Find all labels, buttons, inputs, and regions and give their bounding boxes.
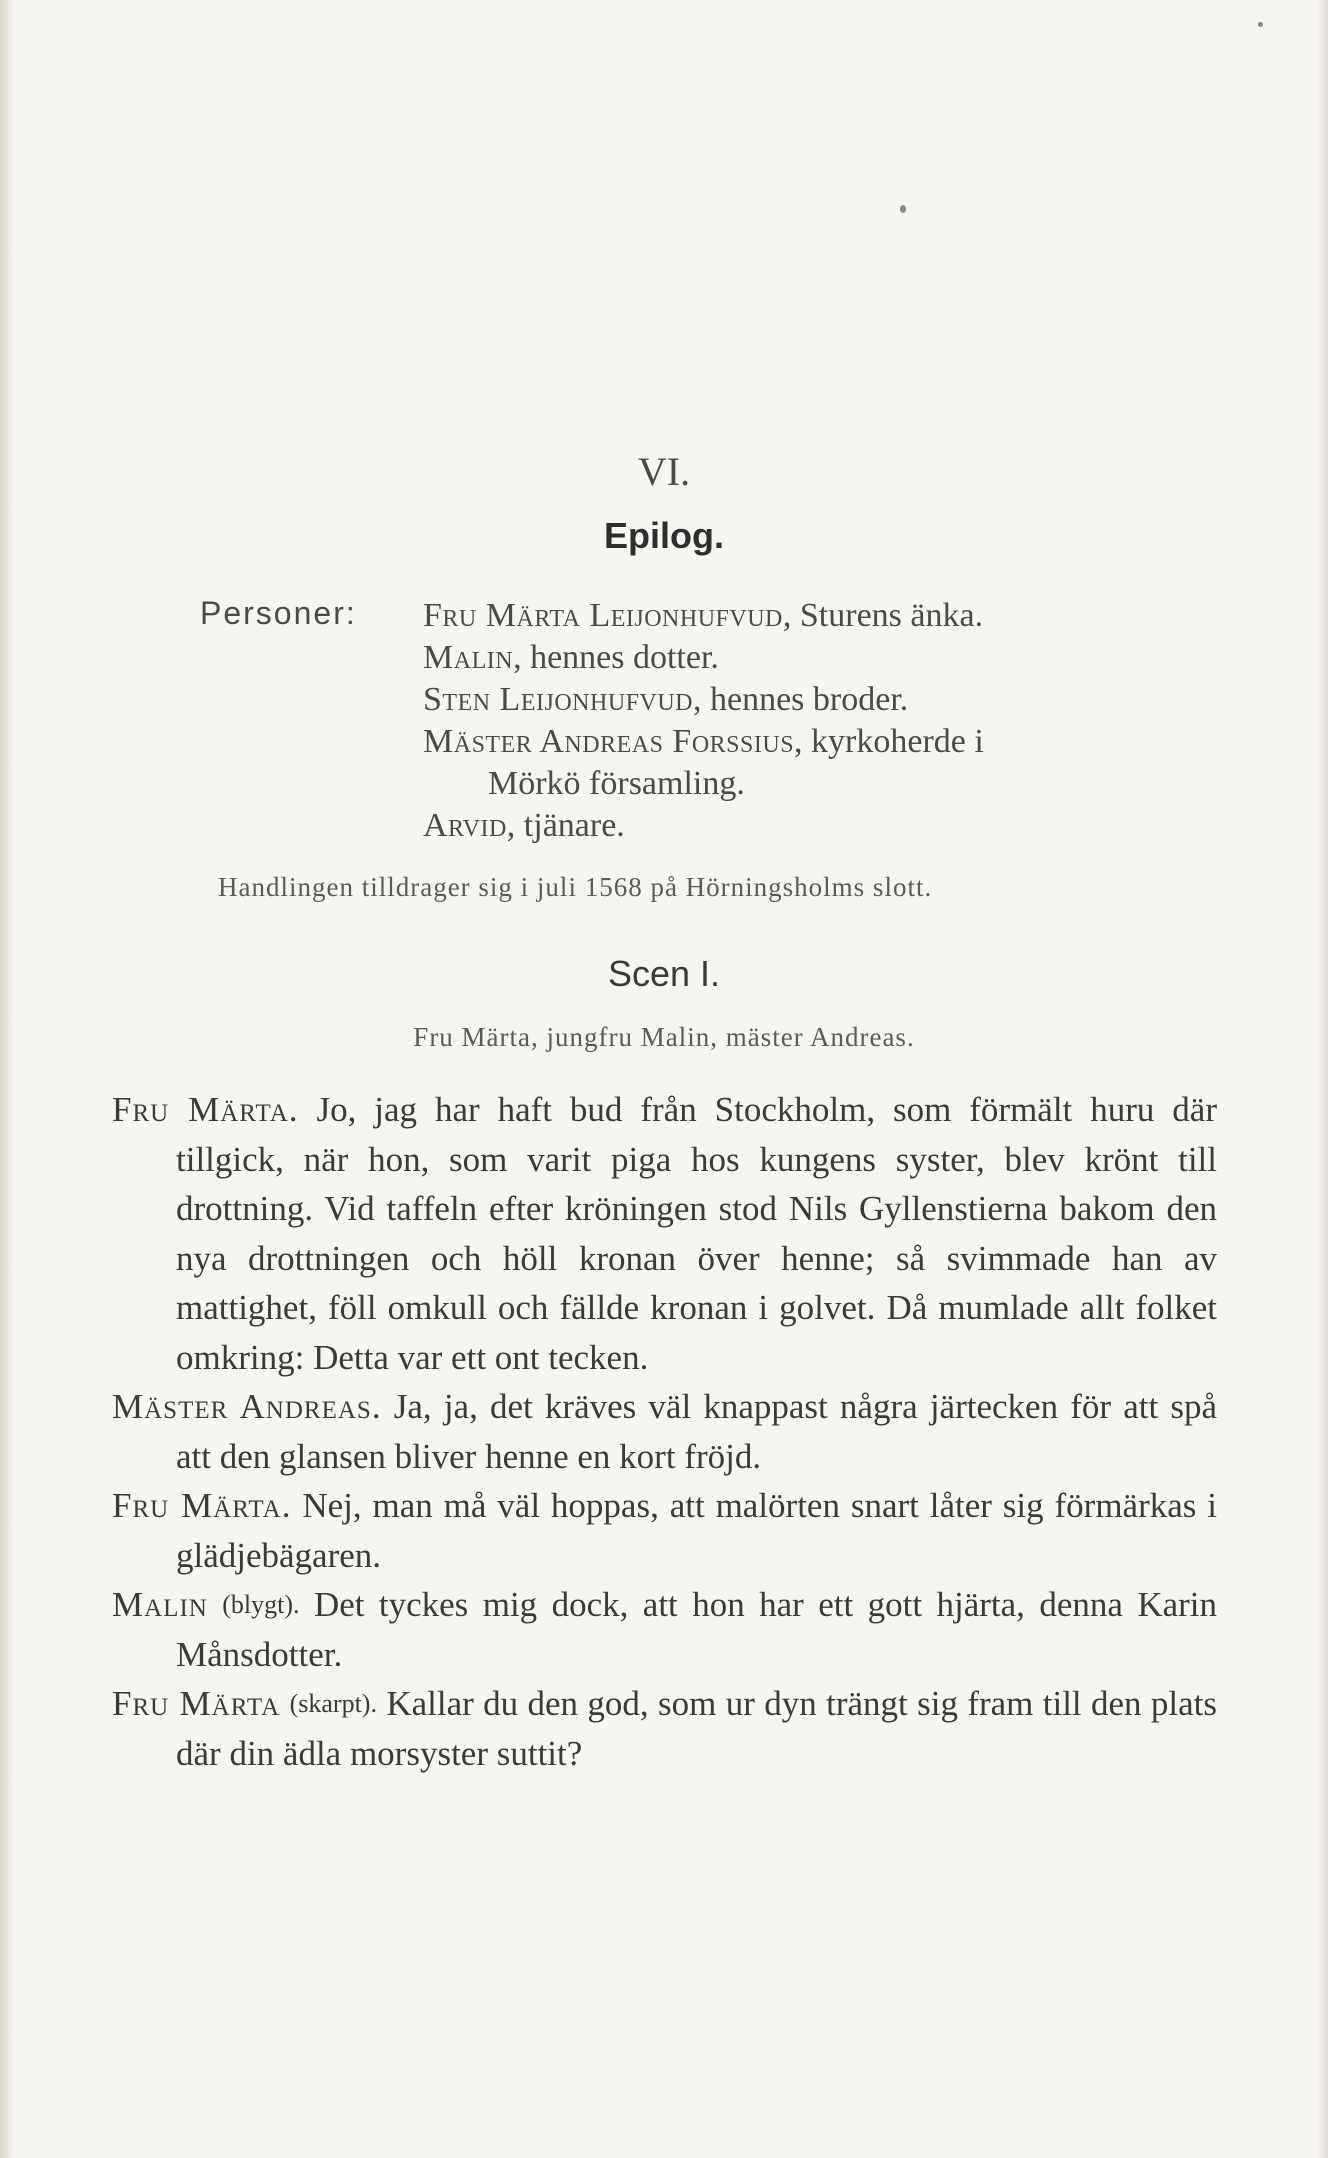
person-entry — [423, 595, 1223, 637]
speech-text: Kallar du den god, som ur dyn trängt sig fram till den plats där din ädla morsyster suttit? — [176, 1684, 1218, 1773]
setting-note: Handlingen tilldrager sig i juli 1568 på Hörningsholms slott. — [218, 872, 933, 902]
person-name: Arvid — [423, 807, 507, 844]
page-edge-left — [0, 0, 14, 2158]
person-name: Sten Leijonhufvud — [423, 681, 693, 718]
persons-list — [423, 595, 1223, 847]
speaker: Fru Märta. — [112, 1486, 292, 1525]
person-desc: , Sturens änka. — [782, 597, 984, 634]
scene-title: Scen I. — [607, 953, 721, 994]
person-entry — [423, 679, 1223, 721]
speech — [112, 1679, 1217, 1778]
stage-direction: (blygt). — [222, 1590, 300, 1619]
dialogue — [112, 1085, 1217, 1778]
page-title: Epilog. — [604, 515, 724, 556]
speaker: Fru Märta — [112, 1684, 281, 1723]
person-desc: , hennes dotter. — [513, 639, 719, 676]
speaker: Malin — [112, 1585, 208, 1624]
speech — [112, 1481, 1217, 1580]
person-entry — [423, 637, 1223, 679]
persons-label: Personer: — [200, 595, 357, 631]
speech-text: Jo, jag har haft bud från Stockholm, som förmält huru där tillgick, när hon, som varit piga hos kungens syster, blev krönt till drottning. Vid taffeln efter kröningen stod Nils Gyllenstierna bakom den nya drottningen och höll kronan över henne; så svimmade han av mattighet, föll omkull och fällde kronan i golvet. Då mumlade allt folket omkring: Detta var ett ont tecken. — [176, 1090, 1217, 1377]
speech — [112, 1085, 1217, 1382]
person-name: Fru Märta Leijonhufvud — [423, 597, 783, 634]
person-desc: , hennes broder. — [693, 681, 909, 718]
speaker: Mäster Andreas. — [112, 1387, 382, 1426]
person-name: Malin — [423, 639, 514, 676]
speech-text: Nej, man må väl hoppas, att malörten snart låter sig förmärkas i glädjebägaren. — [176, 1486, 1217, 1575]
speech — [112, 1580, 1217, 1679]
person-name: Mäster Andreas Forssius — [423, 723, 795, 760]
page-edge-right — [1318, 0, 1328, 2158]
person-desc: , tjänare. — [506, 807, 625, 844]
person-entry — [423, 721, 1223, 763]
stage-direction: (skarpt). — [289, 1689, 377, 1718]
speech-text: Ja, ja, det kräves väl knappast några järtecken för att spå att den glansen bliver henne en kort fröjd. — [176, 1387, 1218, 1476]
ink-speck — [900, 205, 906, 213]
person-entry — [423, 805, 1223, 847]
speech-text: Det tyckes mig dock, att hon har ett gott hjärta, denna Karin Månsdotter. — [176, 1585, 1218, 1674]
scene-persons: Fru Märta, jungfru Malin, mäster Andreas. — [413, 1022, 915, 1052]
speaker: Fru Märta. — [112, 1090, 299, 1129]
person-desc-continuation: Mörkö församling. — [488, 765, 745, 802]
speech — [112, 1382, 1217, 1481]
ink-speck — [1258, 22, 1263, 27]
part-number: VI. — [637, 449, 691, 494]
person-desc: , kyrkoherde i — [794, 723, 984, 760]
